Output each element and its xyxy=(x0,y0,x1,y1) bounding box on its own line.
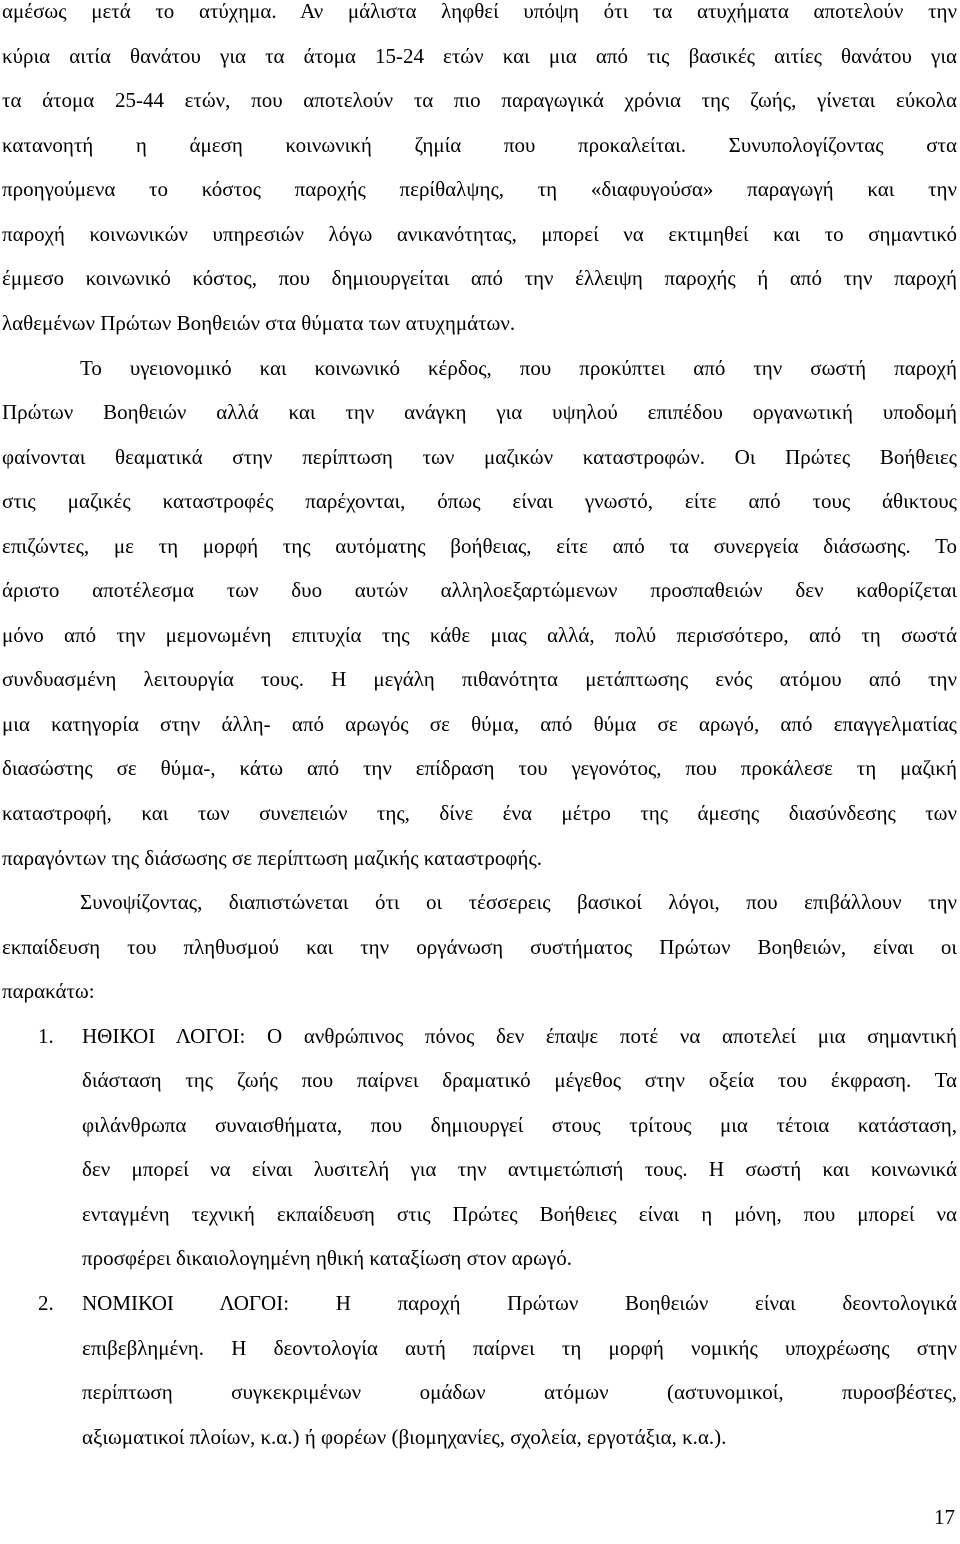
text-line: στις μαζικές καταστροφές παρέχονται, όπως είναι γνωστό, είτε από τους άθικτους xyxy=(2,489,957,513)
text-line: εκπαίδευση του πληθυσμού και την οργάνωση συστήματος Πρώτων Βοηθειών, είναι οι xyxy=(2,935,957,959)
list-item-line: ενταγμένη τεχνική εκπαίδευση στις Πρώτες Βοήθειες είναι η μόνη, που μπορεί να xyxy=(82,1202,957,1226)
text-line: κατανοητή η άμεση κοινωνική ζημία που προκαλείται. Συνυπολογίζοντας στα xyxy=(2,133,957,157)
list-item-line: επιβεβλημένη. Η δεοντολογία αυτή παίρνει τη μορφή νομικής υποχρέωσης στην xyxy=(82,1336,957,1360)
text-line: τα άτομα 25-44 ετών, που αποτελούν τα πιο παραγωγικά χρόνια της ζωής, γίνεται εύκολα xyxy=(2,88,957,112)
paragraph-first-line: Το υγειονομικό και κοινωνικό κέρδος, που προκύπτει από την σωστή παροχή xyxy=(80,356,957,380)
text-line: άριστο αποτέλεσμα των δυο αυτών αλληλοεξαρτώμενων προσπαθειών δεν καθορίζεται xyxy=(2,578,957,602)
text-line: επιζώντες, με τη μορφή της αυτόματης βοήθειας, είτε από τα συνεργεία διάσωσης. Το xyxy=(2,534,957,558)
text-line: κύρια αιτία θανάτου για τα άτομα 15-24 ετών και μια από τις βασικές αιτίες θανάτου για xyxy=(2,44,957,68)
text-line: παραγόντων της διάσωσης σε περίπτωση μαζικής καταστροφής. xyxy=(2,846,543,870)
text-line: έμμεσο κοινωνικό κόστος, που δημιουργείται από την έλλειψη παροχής ή από την παροχή xyxy=(2,266,957,290)
text-line: καταστροφή, και των συνεπειών της, δίνε ένα μέτρο της άμεσης διασύνδεσης των xyxy=(2,801,957,825)
text-line: μια κατηγορία στην άλλη- από αρωγός σε θύμα, από θύμα σε αρωγό, από επαγγελματίας xyxy=(2,712,957,736)
text-line: παροχή κοινωνικών υπηρεσιών λόγω ανικανότητας, μπορεί να εκτιμηθεί και το σημαντικό xyxy=(2,222,957,246)
list-number: 1. xyxy=(38,1024,54,1048)
text-line: μόνο από την μεμονωμένη επιτυχία της κάθε μιας αλλά, πολύ περισσότερο, από τη σωστά xyxy=(2,623,957,647)
page-number: 17 xyxy=(934,1505,955,1529)
list-item-line: διάσταση της ζωής που παίρνει δραματικό μέγεθος στην οξεία του έκφραση. Τα xyxy=(82,1068,957,1092)
list-item-line: φιλάνθρωπα συναισθήματα, που δημιουργεί στους τρίτους μια τέτοια κατάσταση, xyxy=(82,1113,957,1137)
list-item-line: προσφέρει δικαιολογημένη ηθική καταξίωση στον αρωγό. xyxy=(82,1246,572,1270)
list-item-line: ΝΟΜΙΚΟΙ ΛΟΓΟΙ: Η παροχή Πρώτων Βοηθειών είναι δεοντολογικά xyxy=(82,1291,957,1315)
text-line: λαθεμένων Πρώτων Βοηθειών στα θύματα των ατυχημάτων. xyxy=(2,311,516,335)
text-line: φαίνονται θεαματικά στην περίπτωση των μαζικών καταστροφών. Οι Πρώτες Βοήθειες xyxy=(2,445,957,469)
text-line: συνδυασμένη λειτουργία τους. Η μεγάλη πιθανότητα μετάπτωσης ενός ατόμου από την xyxy=(2,667,957,691)
list-item-line: περίπτωση συγκεκριμένων ομάδων ατόμων (αστυνομικοί, πυροσβέστες, xyxy=(82,1380,957,1404)
text-line: προηγούμενα το κόστος παροχής περίθαλψης, τη «διαφυγούσα» παραγωγή και την xyxy=(2,177,957,201)
list-item-line: ΗΘΙΚΟΙ ΛΟΓΟΙ: Ο ανθρώπινος πόνος δεν έπαψε ποτέ να αποτελεί μια σημαντική xyxy=(82,1024,957,1048)
text-line: Πρώτων Βοηθειών αλλά και την ανάγκη για υψηλού επιπέδου οργανωτική υποδομή xyxy=(2,400,957,424)
list-item-line: δεν μπορεί να είναι λυσιτελή για την αντιμετώπισή τους. Η σωστή και κοινωνικά xyxy=(82,1157,957,1181)
text-line: διασώστης σε θύμα-, κάτω από την επίδραση του γεγονότος, που προκάλεσε τη μαζική xyxy=(2,756,957,780)
list-item-line: αξιωματικοί πλοίων, κ.α.) ή φορέων (βιομηχανίες, σχολεία, εργοτάξια, κ.α.). xyxy=(82,1425,727,1449)
paragraph-first-line: Συνοψίζοντας, διαπιστώνεται ότι οι τέσσερεις βασικοί λόγοι, που επιβάλλουν την xyxy=(80,890,957,914)
list-number: 2. xyxy=(38,1291,54,1315)
text-line: αμέσως μετά το ατύχημα. Αν μάλιστα ληφθεί υπόψη ότι τα ατυχήματα αποτελούν την xyxy=(2,0,957,23)
text-line: παρακάτω: xyxy=(2,979,95,1003)
